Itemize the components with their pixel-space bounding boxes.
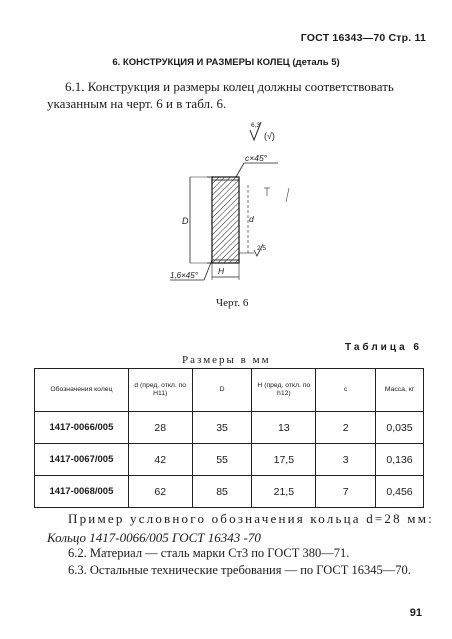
page-header: ГОСТ 16343—70 Стр. 11 [300, 32, 426, 44]
table-cell: 3 [316, 444, 376, 476]
header-D: D [192, 369, 252, 412]
figure-caption: Черт. 6 [216, 297, 249, 309]
header-d: d (пред. откл. по H11) [128, 369, 192, 412]
example-designation: Кольцо 1417-0066/005 ГОСТ 16343 -70 [47, 530, 261, 545]
table-cell: 2 [316, 412, 376, 444]
table-cell: 1417-0066/005 [35, 412, 129, 444]
table-cell: 55 [192, 444, 252, 476]
table-cell: 0,136 [376, 444, 424, 476]
table-cell: 7 [316, 476, 376, 508]
roughness-bore-value: 2,5 [257, 245, 267, 252]
paragraph-6-1 [47, 78, 427, 112]
ring-drawing [150, 110, 300, 295]
table-cell: 17,5 [252, 444, 316, 476]
table-cell: 1417-0068/005 [35, 476, 129, 508]
spec-table [34, 368, 424, 508]
table-row [35, 412, 424, 444]
chamfer-top-label: c×45° [245, 153, 268, 163]
table-cell: 13 [252, 412, 316, 444]
paragraph-6-1-line1: 6.1. Конструкция и размеры колец должны соответствовать [65, 79, 394, 94]
header-mass: Масса, кг [376, 369, 424, 412]
table-label: Таблица 6 [344, 342, 422, 353]
table-cell: 42 [128, 444, 192, 476]
table-row [35, 476, 424, 508]
table-cell: 21,5 [252, 476, 316, 508]
units-caption: Размеры в мм [182, 354, 271, 366]
ring-section-hatch [212, 177, 239, 263]
example-line: Пример условного обозначения кольца d=28 мм: [68, 511, 434, 526]
page-number: 91 [409, 607, 422, 619]
paragraph-6-3: 6.3. Остальные технические требования — по ГОСТ 16345—70. [68, 563, 411, 577]
table-cell: 28 [128, 412, 192, 444]
table-cell: 1417-0067/005 [35, 444, 129, 476]
header-c: c [316, 369, 376, 412]
table-row [35, 444, 424, 476]
table-cell: 35 [192, 412, 252, 444]
dim-H-label: H [218, 266, 225, 276]
dim-D-label: D [182, 216, 189, 226]
header-H: H (пред. откл. по h12) [252, 369, 316, 412]
table-cell: 62 [128, 476, 192, 508]
roughness-paren: (√) [264, 131, 275, 141]
table-cell: 0,035 [376, 412, 424, 444]
chamfer-bottom-label: 1,6×45° [170, 271, 198, 280]
roughness-value-top: 6,3 [251, 122, 261, 129]
section-title: 6. КОНСТРУКЦИЯ И РАЗМЕРЫ КОЛЕЦ (деталь 5) [112, 57, 340, 68]
table-header-row [35, 369, 424, 412]
dim-d-label: d [249, 214, 254, 224]
paragraph-6-2: 6.2. Материал — сталь марки Ст3 по ГОСТ 380—71. [68, 546, 350, 560]
table-cell: 85 [192, 476, 252, 508]
paragraph-6-1-line2: указанным на черт. 6 и в табл. 6. [47, 96, 227, 111]
table-cell: 0,456 [376, 476, 424, 508]
header-designation: Обозначения колец [35, 369, 129, 412]
